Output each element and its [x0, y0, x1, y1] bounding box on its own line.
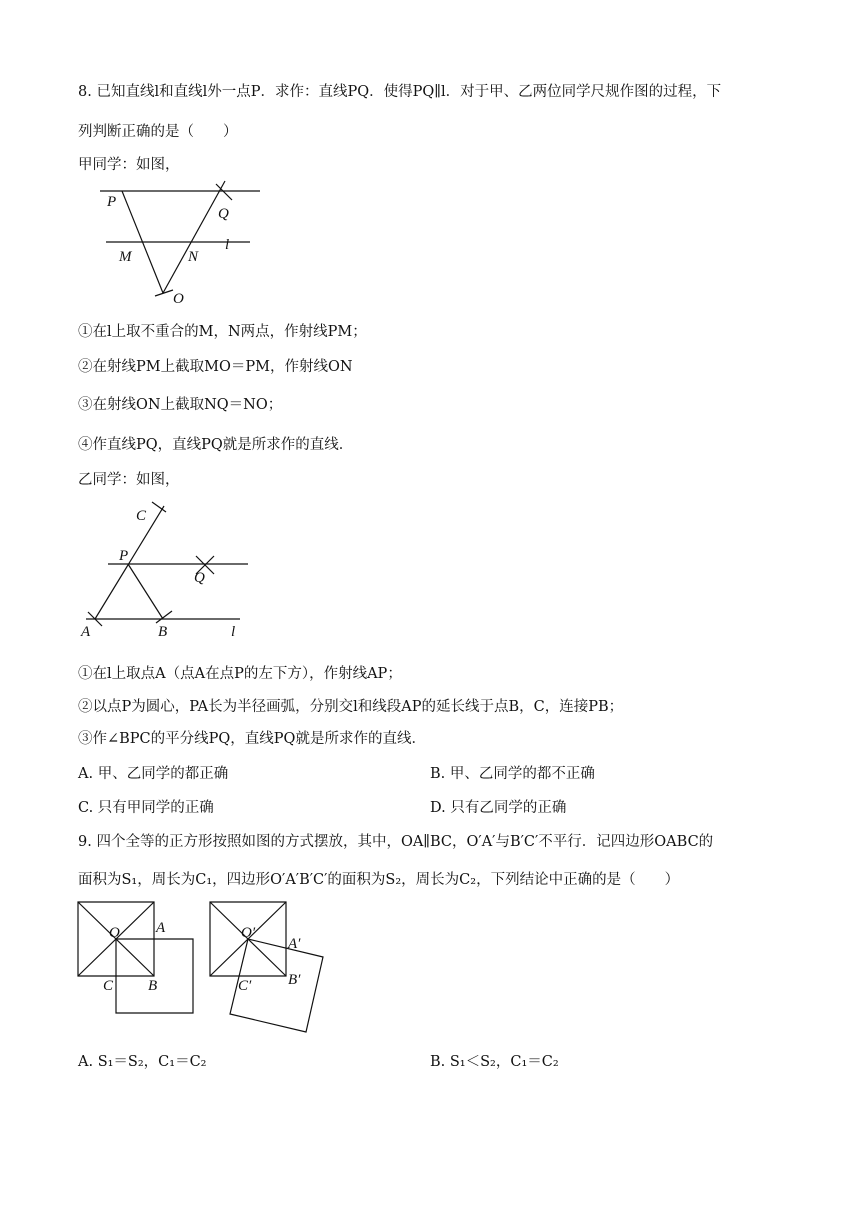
q9-stem-line2: 面积为S₁，周长为C₁，四边形O′A′B′C′的面积为S₂，周长为C₂，下列结论中正确的是（ ） [78, 872, 680, 888]
q9-figure-2 [208, 900, 330, 1040]
label-q: Q [194, 570, 205, 586]
q9-option-a[interactable]: A. S₁＝S₂，C₁＝C₂ [78, 1054, 207, 1070]
q8-yi-step3: ③作∠BPC的平分线PQ，直线PQ就是所求作的直线． [78, 731, 426, 747]
q8-option-c[interactable]: C. 只有甲同学的正确 [78, 800, 214, 816]
label-b: B [148, 978, 158, 994]
q8-yi-intro: 乙同学：如图， [78, 472, 180, 488]
label-p: P [119, 548, 129, 564]
q8-option-d[interactable]: D. 只有乙同学的正确 [430, 800, 567, 816]
label-o: O [173, 291, 184, 307]
label-c: C [136, 508, 147, 524]
label-l: l [231, 624, 236, 640]
label-b-prime: B′ [288, 972, 301, 988]
ray-ap [95, 506, 164, 619]
label-q: Q [218, 206, 229, 222]
q8-yi-figure [78, 498, 253, 644]
label-p: P [107, 194, 117, 210]
segment-pb [128, 564, 163, 619]
q8-jia-step2: ②在射线PM上截取MO＝PM，作射线ON [78, 359, 353, 375]
label-c: C [103, 978, 114, 994]
q8-jia-intro: 甲同学：如图， [78, 157, 180, 173]
q8-stem-line1: 8. 已知直线l和直线l外一点P．求作：直线PQ．使得PQ∥l．对于甲、乙两位同学尺规作图的过程，下 [78, 84, 722, 100]
q8-yi-step2: ②以点P为圆心，PA长为半径画弧，分别交l和线段AP的延长线于点B，C，连接PB； [78, 699, 624, 715]
q8-option-b[interactable]: B. 甲、乙同学的都不正确 [430, 766, 595, 782]
label-m: M [119, 249, 132, 265]
q8-option-a[interactable]: A. 甲、乙同学的都正确 [78, 766, 229, 782]
q9-option-b[interactable]: B. S₁＜S₂，C₁＝C₂ [430, 1054, 559, 1070]
label-o-prime: O′ [241, 925, 256, 941]
label-o: O [109, 925, 120, 941]
q8-stem-line2: 列判断正确的是（ ） [78, 124, 238, 140]
label-n: N [188, 249, 199, 265]
q8-jia-step3: ③在射线ON上截取NQ＝NO； [78, 397, 283, 413]
label-a-prime: A′ [288, 936, 301, 952]
q9-stem-line1: 9. 四个全等的正方形按照如图的方式摆放，其中，OA∥BC，O′A′与B′C′不平行．记四边形OABC的 [78, 834, 714, 850]
q9-figure-1 [76, 900, 198, 1018]
label-a: A [156, 920, 166, 936]
q8-yi-step1: ①在l上取点A（点A在点P的左下方），作射线AP； [78, 666, 402, 682]
label-c-prime: C′ [238, 978, 252, 994]
q8-jia-step4: ④作直线PQ，直线PQ就是所求作的直线． [78, 437, 354, 453]
ray-on [163, 181, 225, 293]
label-a: A [81, 624, 91, 640]
label-b: B [158, 624, 168, 640]
q8-jia-figure [100, 176, 280, 308]
q8-jia-step1: ①在l上取不重合的M，N两点，作射线PM； [78, 324, 367, 340]
label-l: l [225, 237, 230, 253]
